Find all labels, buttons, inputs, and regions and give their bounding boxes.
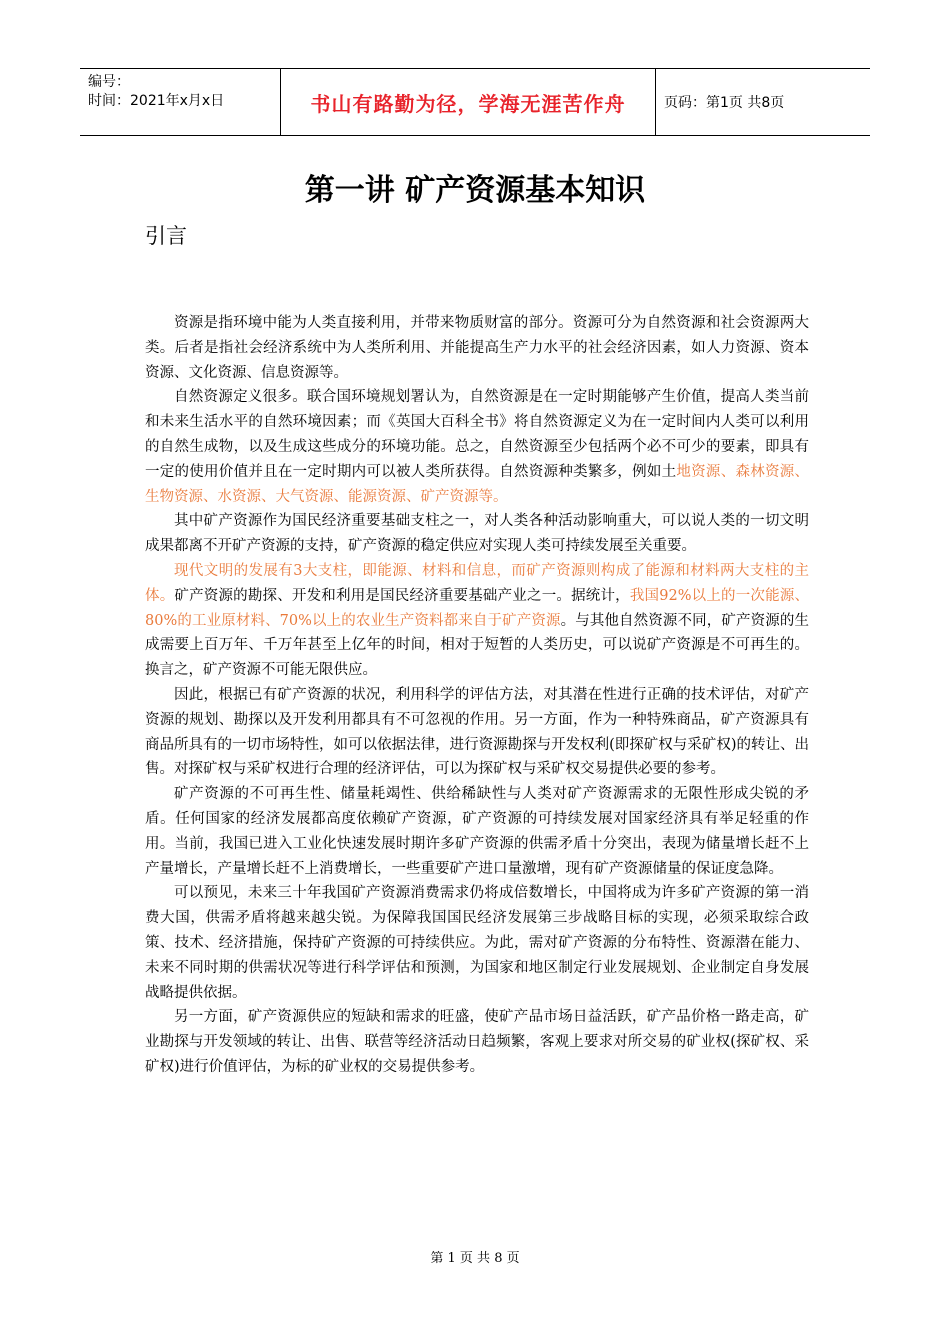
paragraph: 资源是指环境中能为人类直接利用，并带来物质财富的部分。资源可分为自然资源和社会资源两大类。后者是指社会经济系统中为人类所利用、并能提高生产力水平的社会经济因素，如人力资源、资本资源、文化资源、信息资源等。 — [145, 315, 809, 381]
header-motto: 书山有路勤为径，学海无涯苦作舟 — [310, 91, 626, 116]
paragraph: 因此，根据已有矿产资源的状况，利用科学的评估方法，对其潜在性进行正确的技术评估，对矿产资源的规划、勘探以及开发利用都具有不可忽视的作用。另一方面，作为一种特殊商品，矿产资源具有商品所具有的一切市场特性，如可以依据法律，进行资源勘探与开发权利(即探矿权与采矿权)的转让、出售。对探矿权与采矿权进行合理的经济评估，可以为探矿权与采矿权交易提供必要的参考。 — [145, 686, 809, 778]
document-number-label: 编号： — [88, 74, 130, 90]
header-divider-left — [280, 69, 281, 135]
header-meta — [88, 73, 224, 111]
page-footer: 第 1 页 共 8 页 — [430, 1251, 520, 1266]
paragraph: 自然资源定义很多。联合国环境规划署认为，自然资源是在一定时期能够产生价值，提高人类当前和未来生活水平的自然环境因素；而《英国大百科全书》将自然资源定义为在一定时间内人类可以利用的自然生成物，以及生成这些成分的环境功能。总之，自然资源至少包括两个必不可少的要素，即具有一定的使用价值并且在一定时期内可以被人类所获得。自然资源种类繁多，例如土地资源、森林资源、生物资源、水资源、大气资源、能源资源、矿产资源等。 — [145, 389, 809, 505]
paragraph: 现代文明的发展有3大支柱，即能源、材料和信息，而矿产资源则构成了能源和材料两大支柱的主体。矿产资源的勘探、开发和利用是国民经济重要基础产业之一。据统计，我国92%以上的一次能源、80%的工业原材料、70%以上的农业生产资料都来自于矿产资源。与其他自然资源不同，矿产资源的生成需要上百万年、千万年甚至上亿年的时间，相对于短暂的人类历史，可以说矿产资源是不可再生的。换言之，矿产资源不可能无限供应。 — [145, 562, 810, 679]
document-body — [145, 311, 809, 1080]
paragraph: 可以预见，未来三十年我国矿产资源消费需求仍将成倍数增长，中国将成为许多矿产资源的第一消费大国，供需矛盾将越来越尖锐。为保障我国国民经济发展第三步战略目标的实现，必须采取综合政策、技术、经济措施，保持矿产资源的可持续供应。为此，需对矿产资源的分布特性、资源潜在能力、未来不同时期的供需状况等进行科学评估和预测，为国家和地区制定行业发展规划、企业制定自身发展战略提供依据。 — [145, 885, 809, 1001]
header-divider-right — [655, 69, 656, 135]
paragraph: 其中矿产资源作为国民经济重要基础支柱之一，对人类各种活动影响重大，可以说人类的一切文明成果都离不开矿产资源的支持，矿产资源的稳定供应对实现人类可持续发展至关重要。 — [145, 513, 809, 555]
section-heading-intro: 引言 — [145, 224, 187, 248]
highlighted-text: 地资源、森林资源、生物资源、水资源、大气资源、能源资源、矿产资源等。 — [145, 463, 809, 505]
paragraph: 矿产资源的不可再生性、储量耗竭性、供给稀缺性与人类对矿产资源需求的无限性形成尖锐的矛盾。任何国家的经济发展都高度依赖矿产资源，矿产资源的可持续发展对国家经济具有举足轻重的作用。当前，我国已进入工业化快速发展时期许多矿产资源的供需矛盾十分突出，表现为储量增长赶不上产量增长，产量增长赶不上消费增长，一些重要矿产进口量激增，现有矿产资源储量的保证度急降。 — [145, 786, 809, 877]
header-page-info: 页码：第1页 共8页 — [664, 95, 785, 111]
highlighted-text: 我国92%以上的一次能源、80%的工业原材料、70%以上的农业生产资料都来自于矿产资源 — [145, 587, 810, 629]
highlighted-text: 现代文明的发展有3大支柱，即能源、材料和信息，而矿产资源则构成了能源和材料两大支柱的主体。 — [145, 562, 809, 604]
paragraph: 另一方面，矿产资源供应的短缺和需求的旺盛，使矿产品市场日益活跃，矿产品价格一路走高，矿业勘探与开发领域的转让、出售、联营等经济活动日趋频繁，客观上要求对所交易的矿业权(探矿权、采矿权)进行价值评估，为标的矿业权的交易提供参考。 — [145, 1009, 809, 1075]
page-title: 第一讲 矿产资源基本知识 — [304, 173, 646, 208]
header-bottom-rule — [80, 135, 870, 136]
document-time-label: 时间：2021年x月x日 — [88, 93, 225, 109]
